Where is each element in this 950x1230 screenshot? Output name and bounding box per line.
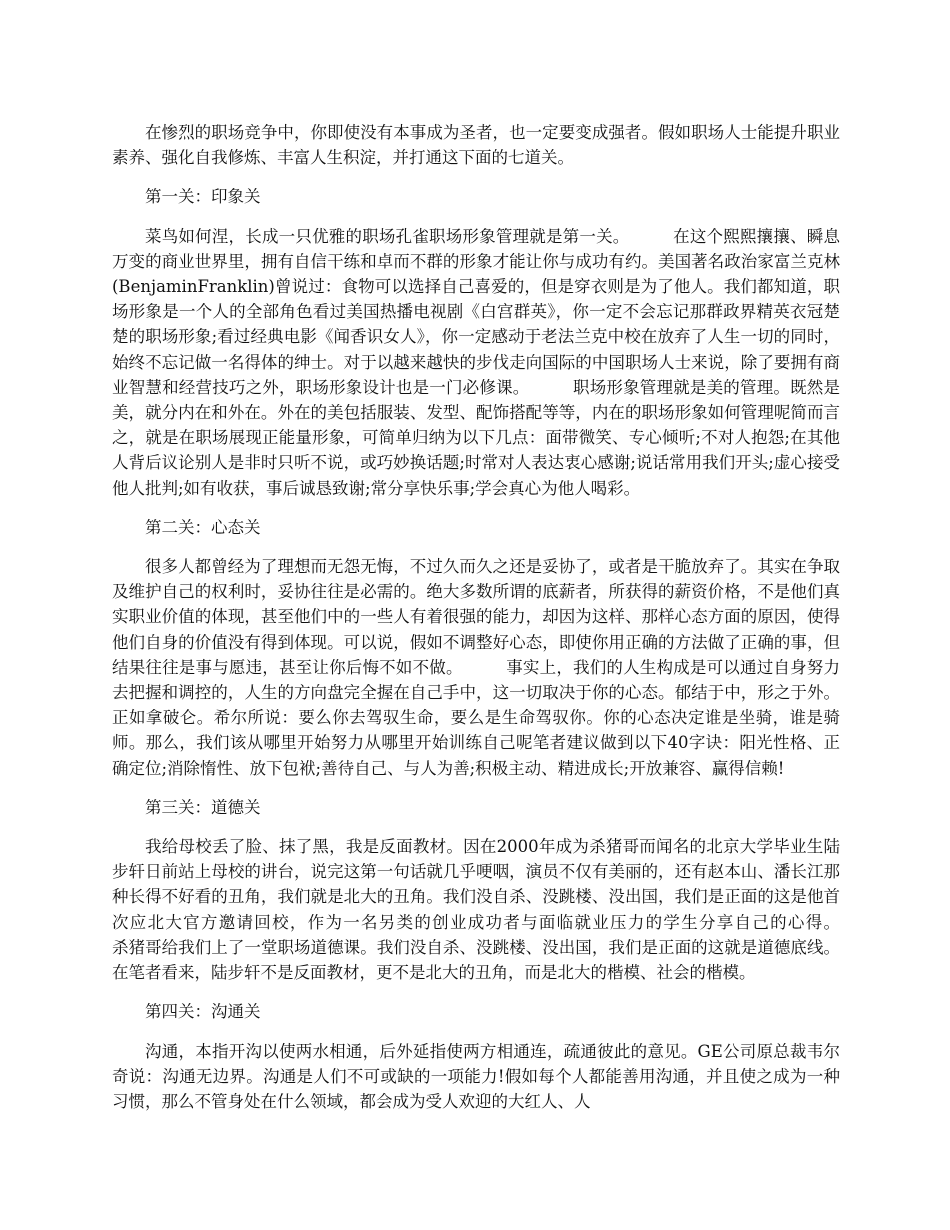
section-heading-mindset: 第二关：心态关 — [145, 517, 261, 537]
ethics-paragraph: 我给母校丢了脸、抹了黑，我是反面教材。因在2000年成为杀猪哥而闻名的北京大学毕业生陆步轩日前站上母校的讲台，说完这第一句话就几乎哽咽，演员不仅有美丽的，还有赵本山、潘长江那种长得不好看的丑角，我们就是北大的丑角。我们没自杀、没跳楼、没出国，我们是正面的这是他首次应北大官方邀请回校，作为一名另类的创业成功者与面临就业压力的学生分享自己的心得。 杀猪哥给我们上了一堂职场道德课。我们没自杀、没跳楼、没出国，我们是正面的这就是道德底线。在笔者看来，陆步轩不是反面教材，更不是北大的丑角，而是北大的楷模、社会的楷模。 — [112, 837, 882, 983]
communication-paragraph: 沟通，本指开沟以使两水相通，后外延指使两方相通连，疏通彼此的意见。GE公司原总裁韦尔奇说：沟通无边界。沟通是人们不可或缺的一项能力!假如每个人都能善用沟通，并且使之成为一种习惯，那么不管身处在什么领域，都会成为受人欢迎的大红人、人 — [112, 1041, 840, 1111]
impression-paragraph: 菜鸟如何涅，长成一只优雅的职场孔雀职场形象管理就是第一关。 在这个熙熙攘攘、瞬息万变的商业世界里，拥有自信干练和卓而不群的形象才能让你与成功有约。美国著名政治家富兰克林(BenjaminFranklin)曾说过：食物可以选择自己喜爱的，但是穿衣则是为了他人。我们都知道，职场形象是一个人的全部角色看过美国热播电视剧《白宫群英》，你一定不会忘记那群政界精英衣冠楚楚的职场形象;看过经典电影《闻香识女人》，你一定感动于老法兰克中校在放弃了人生一切的同时，始终不忘记做一名得体的绅士。对于以越来越快的步伐走向国际的中国职场人士来说，除了要拥有商业智慧和经营技巧之外，职场形象设计也是一门必修课。 职场形象管理就是美的管理。既然是美，就分内在和外在。外在的美包括服装、发型、配饰搭配等等，内在的职场形象如何管理呢简而言之，就是在职场展现正能量形象，可简单归纳为以下几点：面带微笑、专心倾听;不对人抱怨;在其他人背后议论别人是非时只听不说，或巧妙换话题;时常对人表达衷心感谢;说话常用我们开头;虚心接受他人批判;如有收获，事后诚恳致谢;常分享快乐事;学会真心为他人喝彩。 — [112, 226, 840, 498]
section-heading-communication: 第四关：沟通关 — [145, 1002, 261, 1022]
section-heading-ethics: 第三关：道德关 — [145, 797, 261, 817]
mindset-paragraph: 很多人都曾经为了理想而无怨无悔，不过久而久之还是妥协了，或者是干脆放弃了。其实在争取及维护自己的权利时，妥协往往是必需的。绝大多数所谓的底薪者，所获得的薪资价格，不是他们真实职业价值的体现，甚至他们中的一些人有着很强的能力，却因为这样、那样心态方面的原因，使得他们自身的价值没有得到体现。可以说，假如不调整好心态，即使你用正确的方法做了正确的事，但结果往往是事与愿违，甚至让你后悔不如不做。 事实上，我们的人生构成是可以通过自身努力去把握和调控的，人生的方向盘完全握在自己手中，这一切取决于你的心态。郁结于中，形之于外。正如拿破仑。希尔所说：要么你去驾驭生命，要么是生命驾驭你。你的心态决定谁是坐骑，谁是骑师。那么，我们该从哪里开始努力从哪里开始训练自己呢笔者建议做到以下40字诀：阳光性格、正确定位;消除惰性、放下包袱;善待自己、与人为善;积极主动、精进成长;开放兼容、赢得信赖! — [112, 557, 840, 778]
intro-paragraph: 在惨烈的职场竞争中，你即使没有本事成为圣者，也一定要变成强者。假如职场人士能提升职业素养、强化自我修炼、丰富人生积淀，并打通这下面的七道关。 — [112, 123, 840, 168]
document-body — [112, 120, 882, 1128]
section-heading-impression: 第一关：印象关 — [145, 187, 261, 207]
